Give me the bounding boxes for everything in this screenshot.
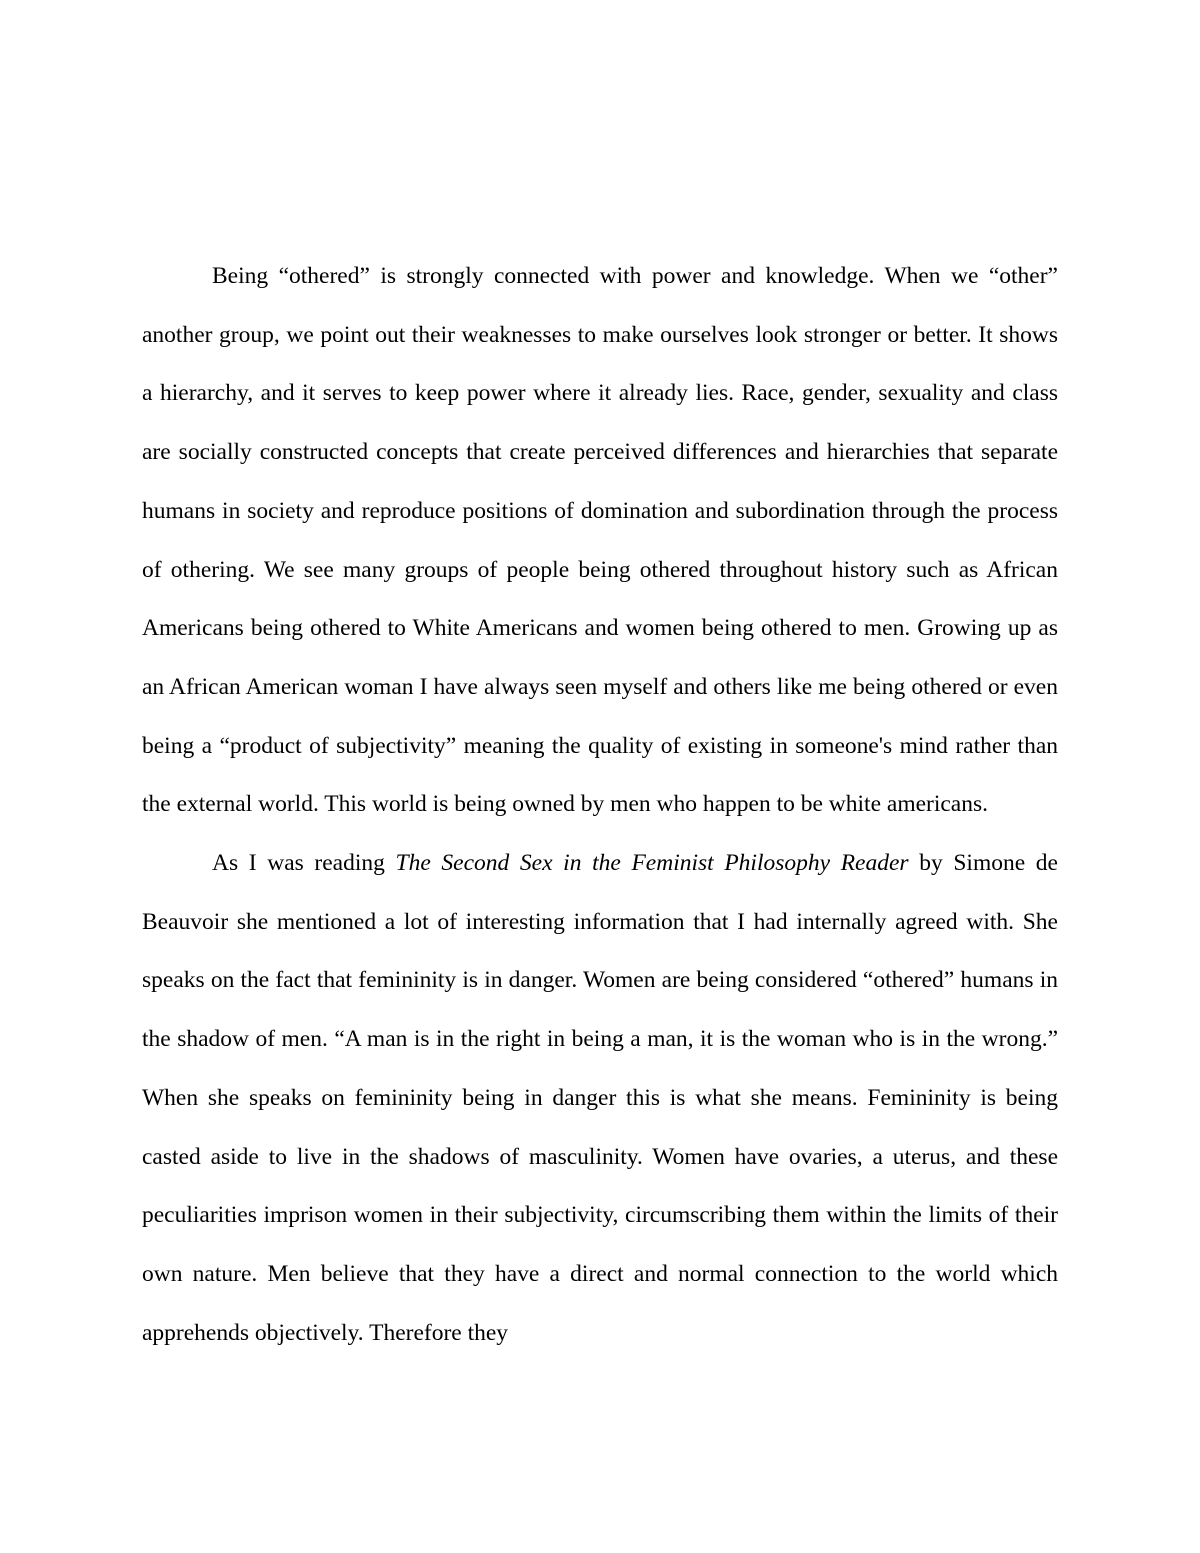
paragraph-2-text: by Simone de Beauvoir she mentioned a lot of interesting information that I had internally agreed with. She speaks on the fact that femininity is in danger. Women are being considered “othered” humans in the shadow of men. “A man is in the right in being a man, it is the woman who is in the wrong.” When she speaks on femininity being in danger this is what she means. Femininity is being casted aside to live in the shadows of masculinity. Women have ovaries, a uterus, and these peculiarities imprison women in their subjectivity, circumscribing them within the limits of their own nature. Men believe that they have a direct and normal connection to the world which apprehends objectively. Therefore they <box>142 850 1058 1346</box>
book-title: The Second Sex in the Feminist Philosophy Reader <box>395 850 909 877</box>
document-body <box>142 247 1058 1362</box>
paragraph-1-text: Being “othered” is strongly connected with power and knowledge. When we “other” another group, we point out their weaknesses to make ourselves look stronger or better. It shows a hierarchy, and it serves to keep power where it already lies. Race, gender, sexuality and class are socially constructed concepts that create perceived differences and hierarchies that separate humans in society and reproduce positions of domination and subordination through the process of othering. We see many groups of people being othered throughout history such as African Americans being othered to White Americans and women being othered to men. Growing up as an African American woman I have always seen myself and others like me being othered or even being a “product of subjectivity” meaning the quality of existing in someone's mind rather than the external world. This world is being owned by men who happen to be white americans. <box>142 263 1058 818</box>
paragraph-2-intro: As I was reading <box>212 850 396 877</box>
paragraph-othering <box>142 247 1058 834</box>
paragraph-second-sex <box>142 834 1058 1362</box>
